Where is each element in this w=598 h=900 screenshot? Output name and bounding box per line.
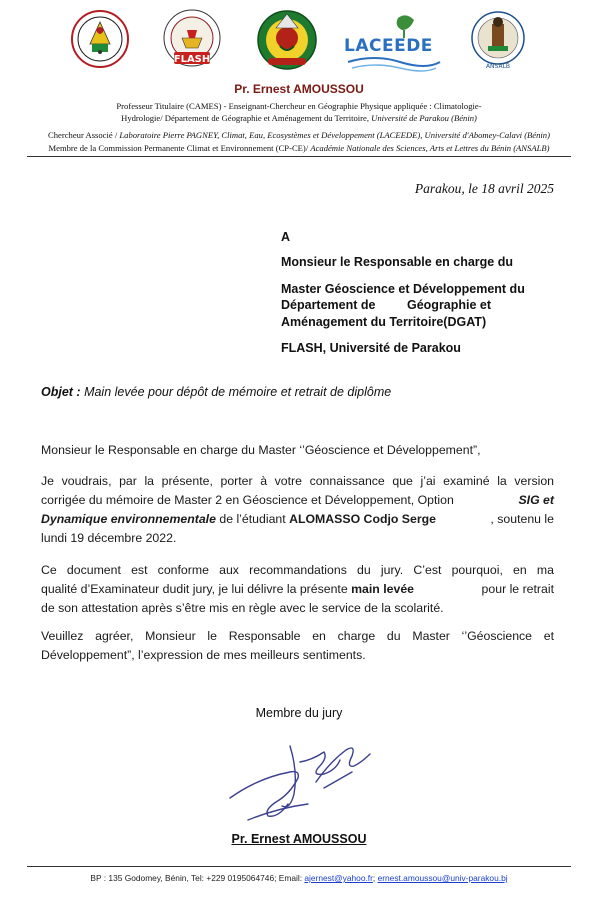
letterhead-line4b: Académie Nationale des Sciences, Arts et Lettres du Bénin (ANSALB): [310, 143, 550, 153]
lacede-logo-icon: [344, 8, 444, 72]
paragraph-release: [41, 561, 554, 618]
para1-line3d: , soutenu le: [490, 512, 554, 526]
recipient-line-5: Aménagement du Territoire(DGAT): [281, 315, 487, 329]
salutation-text: Monsieur le Responsable en charge du Master ‘’Géoscience et Développement”,: [41, 443, 481, 457]
letterhead-associate-line: [0, 129, 598, 141]
student-name: ALOMASSO Codjo Serge: [289, 512, 436, 526]
flash-logo-text: FLASH: [173, 54, 211, 65]
para2-line2c: pour le retrait: [481, 582, 554, 596]
letterhead-line4a: Membre de la Commission Permanente Climat et Environnement (CP-CE)/: [48, 143, 311, 153]
flash-faculte-lettres-logo-icon: [160, 8, 224, 70]
recipient-line-4b: Géographie et: [407, 298, 492, 312]
logo-row: [0, 8, 598, 74]
lacede-logo-text: LACEEDE: [344, 36, 433, 56]
para2-line2a: qualité d’Examinateur dudit jury, je lui délivre la présente: [41, 582, 352, 596]
recipient-line-4: [281, 298, 539, 312]
paragraph-examination: [41, 472, 554, 548]
salutation: [41, 441, 554, 460]
handwritten-signature-icon: [228, 732, 376, 824]
subject-text: Main levée pour dépôt de mémoire et retrait de diplôme: [80, 385, 392, 399]
universite-parakou-seal-icon: [70, 8, 130, 70]
para2-line1: Ce document est conforme aux recommandations du jury. C’est pourquoi, en ma: [41, 563, 554, 577]
para1-line4: lundi 19 décembre 2022.: [41, 531, 177, 545]
recipient-line-6: FLASH, Université de Parakou: [281, 341, 461, 355]
para2-line3: de son attestation après s’être mis en règle avec le service de la scolarité.: [41, 601, 444, 615]
footer-email-university[interactable]: ernest.amoussou@univ-parakou.bj: [377, 873, 508, 883]
footer-divider: [27, 866, 571, 867]
para1-line2: [41, 491, 554, 510]
para1-line2b: SIG et: [518, 493, 554, 507]
letterhead-divider: [27, 156, 571, 157]
recipient-line-2: Monsieur le Responsable en charge du: [281, 255, 514, 269]
letterhead-commission-line: [0, 142, 598, 154]
letter-subject: [41, 385, 391, 399]
para2-line2: [41, 580, 554, 599]
para1-option: Dynamique environnementale: [41, 512, 216, 526]
para1-line2a: corrigée du mémoire de Master 2 en Géoscience et Développement, Option: [41, 493, 454, 507]
signatory-name: Pr. Ernest AMOUSSOU: [231, 832, 367, 846]
ansalb-logo-text: ANSALB: [485, 63, 511, 70]
letterhead-line2a: Hydrologie/ Département de Géographie et Aménagement du Territoire,: [121, 113, 372, 123]
letterhead-line1: Professeur Titulaire (CAMES) - Enseignant-Chercheur en Géographie Physique appliquée : Climatologie-: [116, 101, 482, 111]
footer-contact: [0, 873, 598, 883]
subject-label: Objet :: [41, 385, 81, 399]
departement-geographie-logo-icon: [256, 8, 318, 72]
para3-line1: Veuillez agréer, Monsieur le Responsable en charge du Master ‘’Géoscience et: [41, 629, 554, 643]
para3-line2: Développement”, l’expression de mes meilleurs sentiments.: [41, 648, 366, 662]
letterhead-line2b: Université de Parakou: [371, 113, 449, 123]
para1-line1: Je voudrais, par la présente, porter à votre connaissance que j’ai examiné la version: [41, 474, 554, 488]
letterhead-line3b: Laboratoire Pierre PAGNEY, Climat, Eau, Ecosystèmes et Développement (LACEEDE), Université d'Abomey-Calavi (Bénin): [119, 130, 550, 140]
recipient-line-4a: Département de: [281, 298, 376, 312]
ansalb-academie-logo-icon: [470, 8, 526, 72]
letterhead-line2c: (Bénin): [448, 113, 477, 123]
footer-separator: ;: [372, 873, 378, 883]
footer-email-yahoo[interactable]: ajernest@yahoo.fr: [304, 873, 373, 883]
main-levee-term: main levée: [351, 582, 414, 596]
footer-address: BP : 135 Godomey, Bénin, Tel: +229 0195064746; Email:: [90, 873, 305, 883]
letterhead-department-line: [0, 112, 598, 124]
recipient-a: A: [281, 230, 291, 244]
para1-line3: [41, 510, 554, 529]
recipient-line-3: Master Géoscience et Développement du: [281, 282, 525, 296]
para1-line3b: de l’étudiant: [215, 512, 290, 526]
paragraph-closing: [41, 627, 554, 665]
letterhead-title-line: [0, 100, 598, 112]
letter-date: Parakou, le 18 avril 2025: [414, 181, 554, 196]
letterhead-line3a: Chercheur Associé /: [48, 130, 120, 140]
letterhead-name: Pr. Ernest AMOUSSOU: [234, 82, 364, 96]
signature-role: Membre du jury: [255, 706, 343, 720]
